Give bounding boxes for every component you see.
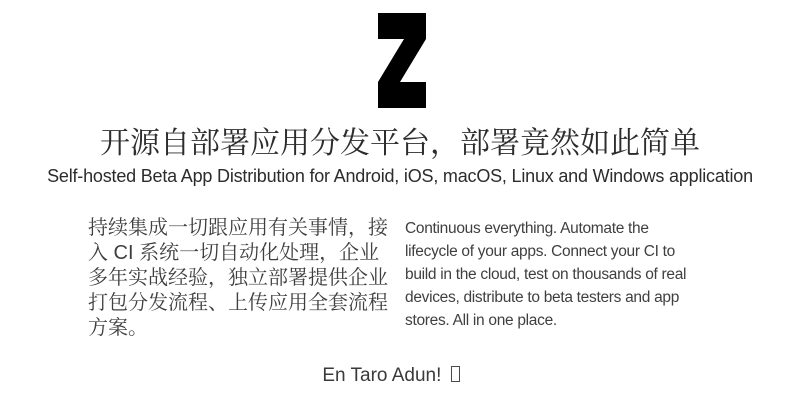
letter-z-logo-icon: [378, 13, 426, 108]
intro-paragraph-en: Continuous everything. Automate the lifecycle of your apps. Connect your CI to build in the cloud, test on thousands of real devices, distribute to beta testers and app stores. All in one place.: [405, 220, 687, 329]
tagline-text: En Taro Adun!: [322, 365, 442, 386]
intro-columns: [88, 216, 694, 341]
logo-container: [0, 0, 800, 108]
intro-paragraph-zh: 持续集成一切跟应用有关事情，接入 CI 系统一切自动化处理，企业多年实战经验，独立部署提供企业打包分发流程、上传应用全套流程方案。: [88, 217, 388, 339]
page-subtitle: Self-hosted Beta App Distribution for Android, iOS, macOS, Linux and Windows application: [47, 166, 753, 186]
tagline: [88, 364, 694, 388]
page-title: 开源自部署应用分发平台，部署竟然如此简单: [100, 127, 700, 160]
missing-glyph-icon: [451, 366, 460, 382]
